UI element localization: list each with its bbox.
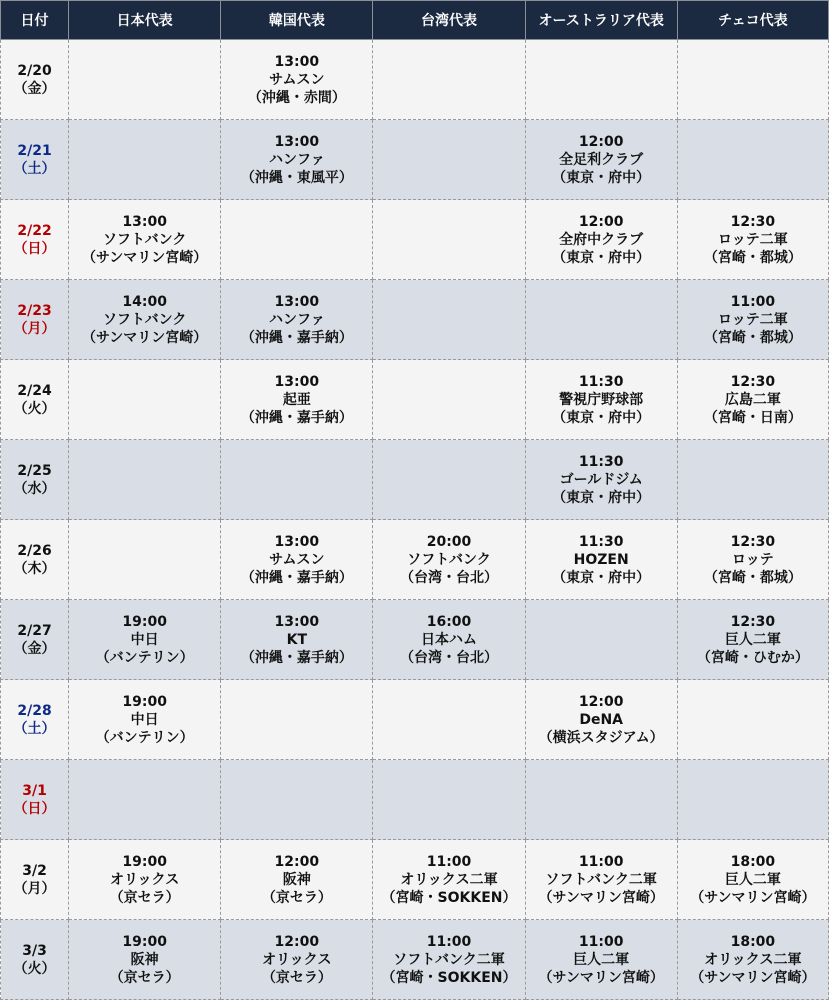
game-time: 13:00 — [122, 213, 167, 230]
game-cell-australia — [525, 920, 677, 1000]
game-time: 13:00 — [274, 533, 320, 550]
game-time: 13:00 — [274, 293, 320, 310]
venue-name: （沖縄・東風平） — [240, 169, 353, 186]
table-row — [1, 280, 829, 360]
game-time: 20:00 — [426, 533, 472, 550]
game-cell-australia — [525, 840, 677, 920]
game-time: 11:00 — [578, 853, 624, 870]
game-time: 13:00 — [274, 53, 320, 70]
game-cell-czech — [677, 200, 828, 280]
game-cell-taiwan — [373, 40, 525, 120]
opponent-name: 全府中クラブ — [559, 231, 644, 248]
day-of-week-label: （木） — [13, 560, 56, 577]
game-time: 11:00 — [426, 853, 472, 870]
date-label: 3/1 — [22, 782, 47, 799]
opponent-name: ソフトバンク — [407, 551, 491, 568]
game-cell-australia — [525, 600, 677, 680]
opponent-name: ロッテ — [732, 551, 774, 568]
game-time: 12:30 — [730, 533, 776, 550]
game-cell-korea — [221, 200, 373, 280]
game-cell-czech — [677, 40, 828, 120]
game-time: 11:30 — [578, 373, 624, 390]
game-time: 16:00 — [426, 613, 472, 630]
game-cell-korea — [221, 280, 373, 360]
venue-name: （サンマリン宮崎） — [538, 889, 664, 906]
date-cell — [1, 360, 69, 440]
game-cell-czech — [677, 840, 828, 920]
opponent-name: 起亜 — [282, 391, 311, 408]
game-time: 11:30 — [578, 533, 624, 550]
game-cell-japan — [69, 440, 221, 520]
date-label: 2/25 — [17, 462, 52, 479]
game-cell-czech — [677, 440, 828, 520]
game-cell-japan — [69, 360, 221, 440]
game-time: 11:00 — [578, 933, 624, 950]
game-cell-australia — [525, 680, 677, 760]
date-cell — [1, 280, 69, 360]
venue-name: （横浜スタジアム） — [538, 729, 664, 746]
date-cell — [1, 440, 69, 520]
game-cell-australia — [525, 520, 677, 600]
game-time: 12:00 — [578, 133, 624, 150]
game-cell-taiwan — [373, 920, 525, 1000]
day-of-week-label: （月） — [13, 880, 56, 897]
date-cell — [1, 520, 69, 600]
game-cell-taiwan — [373, 440, 525, 520]
opponent-name: 巨人二軍 — [573, 951, 630, 968]
game-cell-australia — [525, 280, 677, 360]
table-row — [1, 440, 829, 520]
venue-name: （東京・府中） — [552, 569, 651, 586]
game-cell-japan — [69, 40, 221, 120]
venue-name: （京セラ） — [261, 969, 332, 986]
game-time: 19:00 — [122, 613, 167, 630]
game-cell-czech — [677, 760, 828, 840]
header-row — [1, 1, 829, 40]
opponent-name: 阪神 — [130, 951, 159, 968]
opponent-name: ソフトバンク — [102, 311, 187, 328]
game-cell-korea — [221, 440, 373, 520]
date-cell — [1, 840, 69, 920]
table-row — [1, 760, 829, 840]
game-cell-japan — [69, 600, 221, 680]
game-time: 12:30 — [730, 213, 776, 230]
date-label: 3/2 — [22, 862, 47, 879]
venue-name: （サンマリン宮崎） — [690, 889, 816, 906]
day-of-week-label: （土） — [13, 160, 56, 177]
game-cell-taiwan — [373, 760, 525, 840]
opponent-name: オリックス二軍 — [704, 951, 802, 968]
table-row — [1, 840, 829, 920]
opponent-name: DeNA — [579, 711, 624, 728]
game-cell-taiwan — [373, 200, 525, 280]
table-row — [1, 120, 829, 200]
game-time: 11:00 — [426, 933, 472, 950]
table-row — [1, 40, 829, 120]
venue-name: （サンマリン宮崎） — [538, 969, 664, 986]
table-row — [1, 600, 829, 680]
venue-name: （宮崎・都城） — [703, 249, 802, 266]
date-label: 2/21 — [17, 142, 52, 159]
venue-name: （沖縄・赤間） — [247, 89, 346, 106]
opponent-name: 中日 — [130, 631, 159, 648]
date-label: 3/3 — [22, 942, 47, 959]
game-time: 18:00 — [730, 933, 776, 950]
day-of-week-label: （日） — [13, 240, 56, 257]
table-row — [1, 680, 829, 760]
game-cell-korea — [221, 600, 373, 680]
table-row — [1, 360, 829, 440]
day-of-week-label: （水） — [13, 480, 56, 497]
venue-name: （宮崎・SOKKEN） — [381, 969, 517, 986]
header-czech: チェコ代表 — [677, 1, 828, 40]
game-time: 12:30 — [730, 373, 776, 390]
day-of-week-label: （金） — [13, 640, 56, 657]
game-cell-taiwan — [373, 520, 525, 600]
opponent-name: ロッテ二軍 — [718, 311, 788, 328]
game-cell-taiwan — [373, 680, 525, 760]
day-of-week-label: （日） — [13, 800, 56, 817]
game-time: 12:00 — [578, 693, 624, 710]
game-cell-taiwan — [373, 280, 525, 360]
opponent-name: サムスン — [269, 71, 325, 88]
date-cell — [1, 40, 69, 120]
date-cell — [1, 600, 69, 680]
game-cell-australia — [525, 200, 677, 280]
game-cell-czech — [677, 360, 828, 440]
game-cell-japan — [69, 920, 221, 1000]
game-cell-korea — [221, 920, 373, 1000]
venue-name: （宮崎・都城） — [703, 329, 802, 346]
game-cell-japan — [69, 120, 221, 200]
venue-name: （サンマリン宮崎） — [82, 329, 208, 346]
venue-name: （沖縄・嘉手納） — [240, 649, 353, 666]
opponent-name: HOZEN — [573, 551, 629, 568]
date-cell — [1, 200, 69, 280]
game-cell-czech — [677, 520, 828, 600]
opponent-name: 中日 — [130, 711, 159, 728]
game-cell-czech — [677, 680, 828, 760]
game-time: 11:00 — [730, 293, 776, 310]
game-cell-australia — [525, 440, 677, 520]
venue-name: （沖縄・嘉手納） — [240, 329, 353, 346]
game-cell-taiwan — [373, 600, 525, 680]
opponent-name: 広島二軍 — [724, 391, 781, 408]
venue-name: （沖縄・嘉手納） — [240, 409, 353, 426]
opponent-name: ソフトバンク二軍 — [393, 951, 505, 968]
game-cell-taiwan — [373, 120, 525, 200]
game-cell-korea — [221, 120, 373, 200]
game-time: 12:00 — [578, 213, 624, 230]
venue-name: （サンマリン宮崎） — [690, 969, 816, 986]
opponent-name: ハンファ — [268, 151, 325, 168]
date-cell — [1, 680, 69, 760]
date-label: 2/22 — [17, 222, 52, 239]
opponent-name: 日本ハム — [421, 631, 477, 648]
opponent-name: ロッテ二軍 — [718, 231, 788, 248]
opponent-name: オリックス二軍 — [400, 871, 498, 888]
date-label: 2/23 — [17, 302, 52, 319]
game-cell-taiwan — [373, 360, 525, 440]
venue-name: （台湾・台北） — [400, 569, 498, 586]
game-cell-australia — [525, 360, 677, 440]
opponent-name: 警視庁野球部 — [559, 391, 644, 408]
game-time: 13:00 — [274, 613, 320, 630]
game-time: 12:30 — [730, 613, 776, 630]
header-australia: オーストラリア代表 — [525, 1, 677, 40]
game-cell-czech — [677, 280, 828, 360]
day-of-week-label: （火） — [13, 400, 56, 417]
game-time: 19:00 — [122, 693, 167, 710]
game-cell-korea — [221, 760, 373, 840]
opponent-name: サムスン — [269, 551, 325, 568]
game-cell-japan — [69, 200, 221, 280]
game-cell-japan — [69, 760, 221, 840]
venue-name: （宮崎・SOKKEN） — [381, 889, 517, 906]
game-cell-australia — [525, 120, 677, 200]
game-cell-korea — [221, 360, 373, 440]
day-of-week-label: （土） — [13, 720, 56, 737]
header-japan: 日本代表 — [69, 1, 221, 40]
game-cell-japan — [69, 520, 221, 600]
game-cell-korea — [221, 40, 373, 120]
date-cell — [1, 120, 69, 200]
opponent-name: 巨人二軍 — [724, 631, 781, 648]
game-cell-australia — [525, 40, 677, 120]
game-cell-czech — [677, 120, 828, 200]
venue-name: （バンテリン） — [95, 729, 194, 746]
table-row — [1, 920, 829, 1000]
venue-name: （京セラ） — [261, 889, 332, 906]
venue-name: （宮崎・都城） — [703, 569, 802, 586]
day-of-week-label: （月） — [13, 320, 56, 337]
game-time: 12:00 — [274, 853, 320, 870]
game-cell-japan — [69, 680, 221, 760]
venue-name: （バンテリン） — [95, 649, 194, 666]
game-time: 14:00 — [122, 293, 167, 310]
game-cell-czech — [677, 600, 828, 680]
venue-name: （サンマリン宮崎） — [82, 249, 208, 266]
venue-name: （東京・府中） — [552, 169, 651, 186]
game-cell-korea — [221, 840, 373, 920]
game-cell-korea — [221, 680, 373, 760]
venue-name: （東京・府中） — [552, 489, 651, 506]
game-cell-korea — [221, 520, 373, 600]
day-of-week-label: （金） — [13, 80, 56, 97]
date-label: 2/20 — [17, 62, 52, 79]
venue-name: （沖縄・嘉手納） — [240, 569, 353, 586]
day-of-week-label: （火） — [13, 960, 56, 977]
opponent-name: ゴールドジム — [559, 471, 643, 488]
game-time: 13:00 — [274, 133, 320, 150]
date-label: 2/27 — [17, 622, 52, 639]
opponent-name: 阪神 — [282, 871, 311, 888]
venue-name: （東京・府中） — [552, 409, 651, 426]
opponent-name: ソフトバンク — [102, 231, 187, 248]
game-cell-japan — [69, 280, 221, 360]
opponent-name: オリックス — [110, 871, 180, 888]
date-label: 2/26 — [17, 542, 52, 559]
date-label: 2/24 — [17, 382, 52, 399]
date-cell — [1, 920, 69, 1000]
venue-name: （京セラ） — [109, 969, 180, 986]
header-korea: 韓国代表 — [221, 1, 373, 40]
date-cell — [1, 760, 69, 840]
game-time: 18:00 — [730, 853, 776, 870]
header-taiwan: 台湾代表 — [373, 1, 525, 40]
game-time: 12:00 — [274, 933, 320, 950]
opponent-name: 全足利クラブ — [559, 151, 644, 168]
game-cell-taiwan — [373, 840, 525, 920]
header-date: 日付 — [1, 1, 69, 40]
game-time: 13:00 — [274, 373, 320, 390]
game-cell-australia — [525, 760, 677, 840]
opponent-name: ハンファ — [268, 311, 325, 328]
game-time: 19:00 — [122, 933, 167, 950]
venue-name: （宮崎・日南） — [703, 409, 802, 426]
game-cell-czech — [677, 920, 828, 1000]
game-cell-japan — [69, 840, 221, 920]
venue-name: （宮崎・ひむか） — [696, 649, 809, 666]
venue-name: （台湾・台北） — [400, 649, 498, 666]
game-time: 19:00 — [122, 853, 167, 870]
table-row — [1, 520, 829, 600]
venue-name: （東京・府中） — [552, 249, 651, 266]
game-time: 11:30 — [578, 453, 624, 470]
opponent-name: 巨人二軍 — [724, 871, 781, 888]
opponent-name: ソフトバンク二軍 — [545, 871, 657, 888]
table-row — [1, 200, 829, 280]
schedule-body — [1, 40, 829, 1000]
opponent-name: KT — [286, 631, 308, 648]
date-label: 2/28 — [17, 702, 52, 719]
venue-name: （京セラ） — [109, 889, 180, 906]
opponent-name: オリックス — [262, 951, 332, 968]
